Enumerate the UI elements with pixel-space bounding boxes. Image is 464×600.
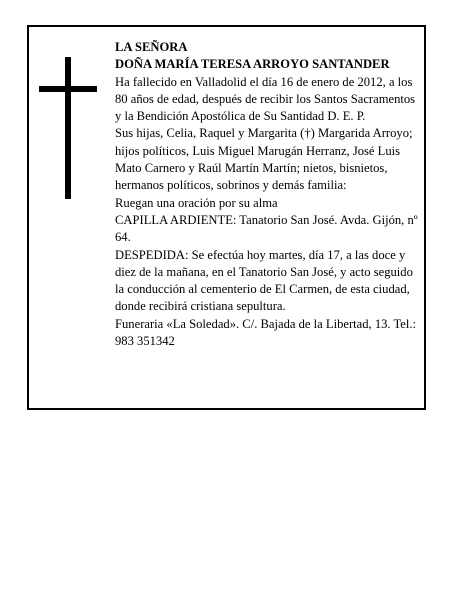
- cross-icon: [39, 57, 97, 199]
- farewell-info: DESPEDIDA: Se efectúa hoy martes, día 17, a las doce y diez de la mañana, en el Tanatorio San José, y acto seguido la conducción al cementerio de El Carmen, de esta ciudad, donde recibirá cristiana sepultura.: [115, 247, 413, 314]
- obituary-text: [115, 39, 421, 350]
- deceased-name: DOÑA MARÍA TERESA ARROYO SANTANDER: [115, 57, 390, 72]
- family-list: Sus hijas, Celia, Raquel y Margarita (†) Margarida Arroyo; hijos políticos, Luis Miguel Marugán Herranz, José Luis Mato Carnero y Raúl Martín Martín; nietos, bisnietos, hermanos políticos, sobrinos y demás familia:: [115, 126, 413, 193]
- obituary-notice: [27, 25, 426, 410]
- obituary-title: LA SEÑORA: [115, 40, 188, 54]
- funeral-home-info: Funeraria «La Soledad». C/. Bajada de la Libertad, 13. Tel.: 983 351342: [115, 316, 417, 349]
- prayer-request: Ruegan una oración por su alma: [115, 195, 278, 210]
- death-announcement: Ha fallecido en Valladolid el día 16 de enero de 2012, a los 80 años de edad, después de recibir los Santos Sacramentos y la Bendición Apostólica de Su Santidad D. E. P.: [115, 74, 416, 124]
- chapel-info: CAPILLA ARDIENTE: Tanatorio San José. Avda. Gijón, nº 64.: [115, 212, 418, 245]
